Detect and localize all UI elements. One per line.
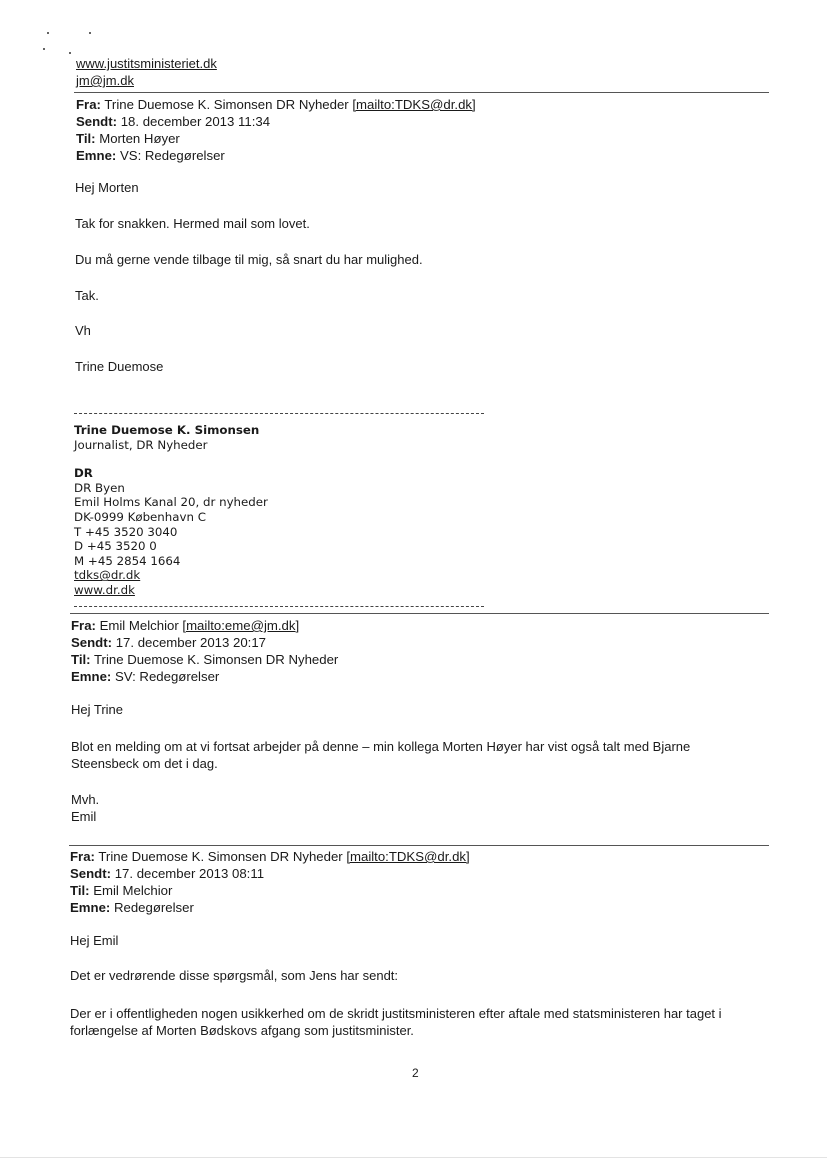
from-label: Fra: xyxy=(70,849,95,864)
paragraph: Hej Trine xyxy=(71,702,124,717)
sent-line xyxy=(70,865,470,882)
email-link[interactable]: jm@jm.dk xyxy=(76,73,134,88)
to-line xyxy=(71,651,338,668)
website-link[interactable]: www.justitsministeriet.dk xyxy=(76,56,217,71)
subject-line xyxy=(76,147,476,164)
paragraph: Mvh. xyxy=(71,792,100,807)
sent-value: 18. december 2013 11:34 xyxy=(120,114,271,129)
scan-speck xyxy=(47,32,49,34)
paragraph: Vh xyxy=(75,323,91,338)
email-header xyxy=(71,617,338,685)
signature-email-link[interactable]: tdks@dr.dk xyxy=(74,568,141,583)
paragraph: Emil xyxy=(71,809,97,824)
sent-label: Sendt: xyxy=(70,866,112,881)
signature-org: DR xyxy=(74,466,93,481)
sent-label: Sendt: xyxy=(71,635,113,650)
divider xyxy=(74,92,769,93)
paragraph: Du må gerne vende tilbage til mig, så snart du har mulighed. xyxy=(75,252,423,267)
from-mailto-link[interactable]: [mailto:TDKS@dr.dk] xyxy=(346,849,470,864)
paragraph: Trine Duemose xyxy=(75,359,164,374)
paragraph: forlængelse af Morten Bødskovs afgang som justitsminister. xyxy=(70,1023,414,1038)
signature-name: Trine Duemose K. Simonsen xyxy=(74,423,260,437)
to-value: Emil Melchior xyxy=(93,883,173,898)
subject-value: VS: Redegørelser xyxy=(119,148,225,163)
to-label: Til: xyxy=(71,652,91,667)
signature-divider xyxy=(74,413,484,414)
signature-line: T +45 3520 3040 xyxy=(74,524,178,539)
scan-speck xyxy=(89,32,91,34)
email-header xyxy=(70,848,470,916)
divider xyxy=(70,613,769,614)
subject-line xyxy=(70,899,470,916)
sent-value: 17. december 2013 08:11 xyxy=(114,866,265,881)
from-line xyxy=(70,848,470,865)
signature-line: Emil Holms Kanal 20, dr nyheder xyxy=(74,495,268,510)
from-label: Fra: xyxy=(76,97,101,112)
sent-label: Sendt: xyxy=(76,114,118,129)
subject-value: Redegørelser xyxy=(113,900,194,915)
paragraph: Tak. xyxy=(75,288,99,303)
paragraph: Det er vedrørende disse spørgsmål, som Jens har sendt: xyxy=(70,968,399,983)
from-line xyxy=(71,617,338,634)
subject-label: Emne: xyxy=(76,148,117,163)
paragraph: Hej Emil xyxy=(70,933,119,948)
scan-speck xyxy=(69,52,71,54)
sent-line xyxy=(71,634,338,651)
page-number: 2 xyxy=(412,1066,419,1080)
from-line xyxy=(76,96,476,113)
to-label: Til: xyxy=(76,131,96,146)
paragraph: Blot en melding om at vi fortsat arbejder på denne – min kollega Morten Høyer har vist også talt med Bjarne xyxy=(71,739,691,754)
page-edge xyxy=(0,1157,827,1158)
signature-line: M +45 2854 1664 xyxy=(74,553,181,568)
from-label: Fra: xyxy=(71,618,96,633)
from-mailto-link[interactable]: [mailto:TDKS@dr.dk] xyxy=(352,97,476,112)
email-header xyxy=(76,96,476,164)
to-line xyxy=(70,882,470,899)
signature-line: DK-0999 København C xyxy=(74,509,206,524)
subject-label: Emne: xyxy=(70,900,111,915)
from-value: Emil Melchior xyxy=(99,618,179,633)
from-value: Trine Duemose K. Simonsen DR Nyheder xyxy=(98,849,343,864)
signature-line: DR Byen xyxy=(74,480,125,495)
paragraph: Tak for snakken. Hermed mail som lovet. xyxy=(75,216,310,231)
to-label: Til: xyxy=(70,883,90,898)
subject-value: SV: Redegørelser xyxy=(114,669,220,684)
signature-web-link[interactable]: www.dr.dk xyxy=(74,582,135,597)
signature-block xyxy=(74,423,268,598)
signature-title: Journalist, DR Nyheder xyxy=(74,437,208,452)
to-value: Trine Duemose K. Simonsen DR Nyheder xyxy=(93,652,339,667)
scan-speck xyxy=(43,48,45,50)
sent-value: 17. december 2013 20:17 xyxy=(115,635,267,650)
sent-line xyxy=(76,113,476,130)
to-value: Morten Høyer xyxy=(99,131,180,146)
to-line xyxy=(76,130,476,147)
subject-line xyxy=(71,668,338,685)
from-mailto-link[interactable]: [mailto:eme@jm.dk] xyxy=(182,618,300,633)
paragraph: Hej Morten xyxy=(75,180,139,195)
subject-label: Emne: xyxy=(71,669,112,684)
from-value: Trine Duemose K. Simonsen DR Nyheder xyxy=(104,97,349,112)
signature-line: D +45 3520 0 xyxy=(74,539,157,554)
paragraph: Der er i offentligheden nogen usikkerhed om de skridt justitsministeren efter aftale med statsministeren har taget i xyxy=(70,1006,722,1021)
signature-divider xyxy=(74,606,484,607)
divider xyxy=(69,845,769,846)
paragraph: Steensbeck om det i dag. xyxy=(71,756,218,771)
